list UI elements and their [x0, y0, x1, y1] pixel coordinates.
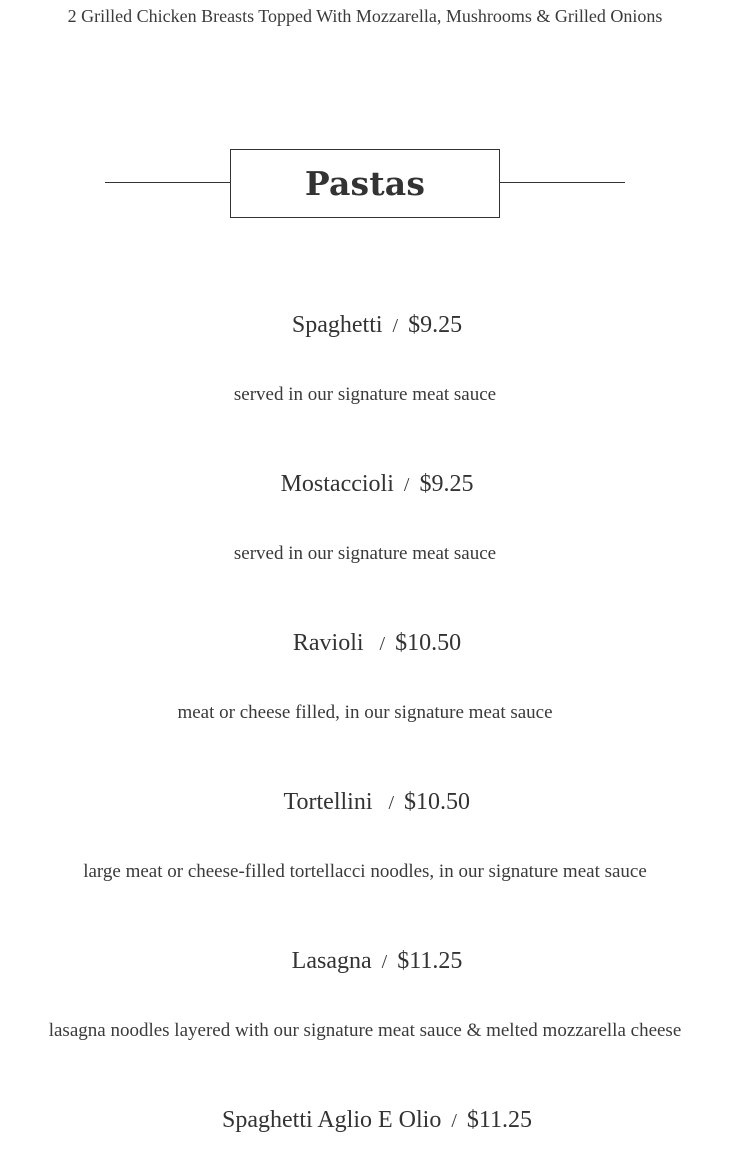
menu-item-name: Spaghetti: [291, 312, 383, 338]
menu-item-tortellini: [0, 757, 730, 884]
menu-item-name: Mostaccioli: [280, 471, 394, 497]
menu-item-price: $10.50: [404, 789, 471, 815]
menu-item-price: $11.25: [397, 948, 463, 974]
menu-item-title: [0, 598, 730, 689]
menu-item-price: $9.25: [408, 312, 463, 338]
menu-item-mostaccioli: [0, 439, 730, 566]
menu-item-name: Tortellini: [283, 789, 373, 815]
section-title-box: [230, 149, 500, 218]
menu-item-title: [0, 1075, 730, 1166]
section-title: Pastas: [304, 164, 426, 203]
price-separator: /: [392, 315, 399, 337]
section-header: [105, 149, 625, 218]
menu-item-price: $9.25: [419, 471, 474, 497]
price-separator: /: [451, 1110, 457, 1132]
menu-item-name: Ravioli: [292, 630, 364, 656]
menu-item-description: large meat or cheese-filled tortellacci noodles, in our signature meat sauce: [83, 861, 647, 882]
menu-item-title: [0, 916, 730, 1007]
menu-item-title: [0, 439, 730, 530]
menu-item-ravioli: [0, 598, 730, 725]
menu-item-description: lasagna noodles layered with our signature meat sauce & melted mozzarella cheese: [48, 1020, 682, 1041]
menu-item-title: [0, 757, 730, 848]
menu-item-title: [0, 280, 730, 371]
menu-item-spaghetti: [0, 280, 730, 407]
price-separator: /: [403, 474, 410, 496]
price-separator: /: [379, 633, 386, 655]
header-divider-left: [105, 182, 230, 183]
menu-item-spaghetti-aglio-e-olio: [0, 1075, 730, 1166]
menu-item-name: Spaghetti Aglio E Olio: [222, 1107, 442, 1133]
price-separator: /: [388, 792, 395, 814]
menu-item-price: $11.25: [466, 1107, 532, 1133]
menu-item-price: $10.50: [395, 630, 462, 656]
menu-item-description: served in our signature meat sauce: [233, 543, 497, 564]
header-divider-right: [500, 182, 625, 183]
menu-item-description: meat or cheese filled, in our signature meat sauce: [177, 702, 553, 723]
price-separator: /: [381, 951, 388, 973]
previous-item-description: 2 Grilled Chicken Breasts Topped With Mozzarella, Mushrooms & Grilled Onions: [67, 6, 663, 26]
menu-item-lasagna: [0, 916, 730, 1043]
menu-item-name: Lasagna: [291, 948, 372, 974]
menu-item-description: served in our signature meat sauce: [233, 384, 497, 405]
